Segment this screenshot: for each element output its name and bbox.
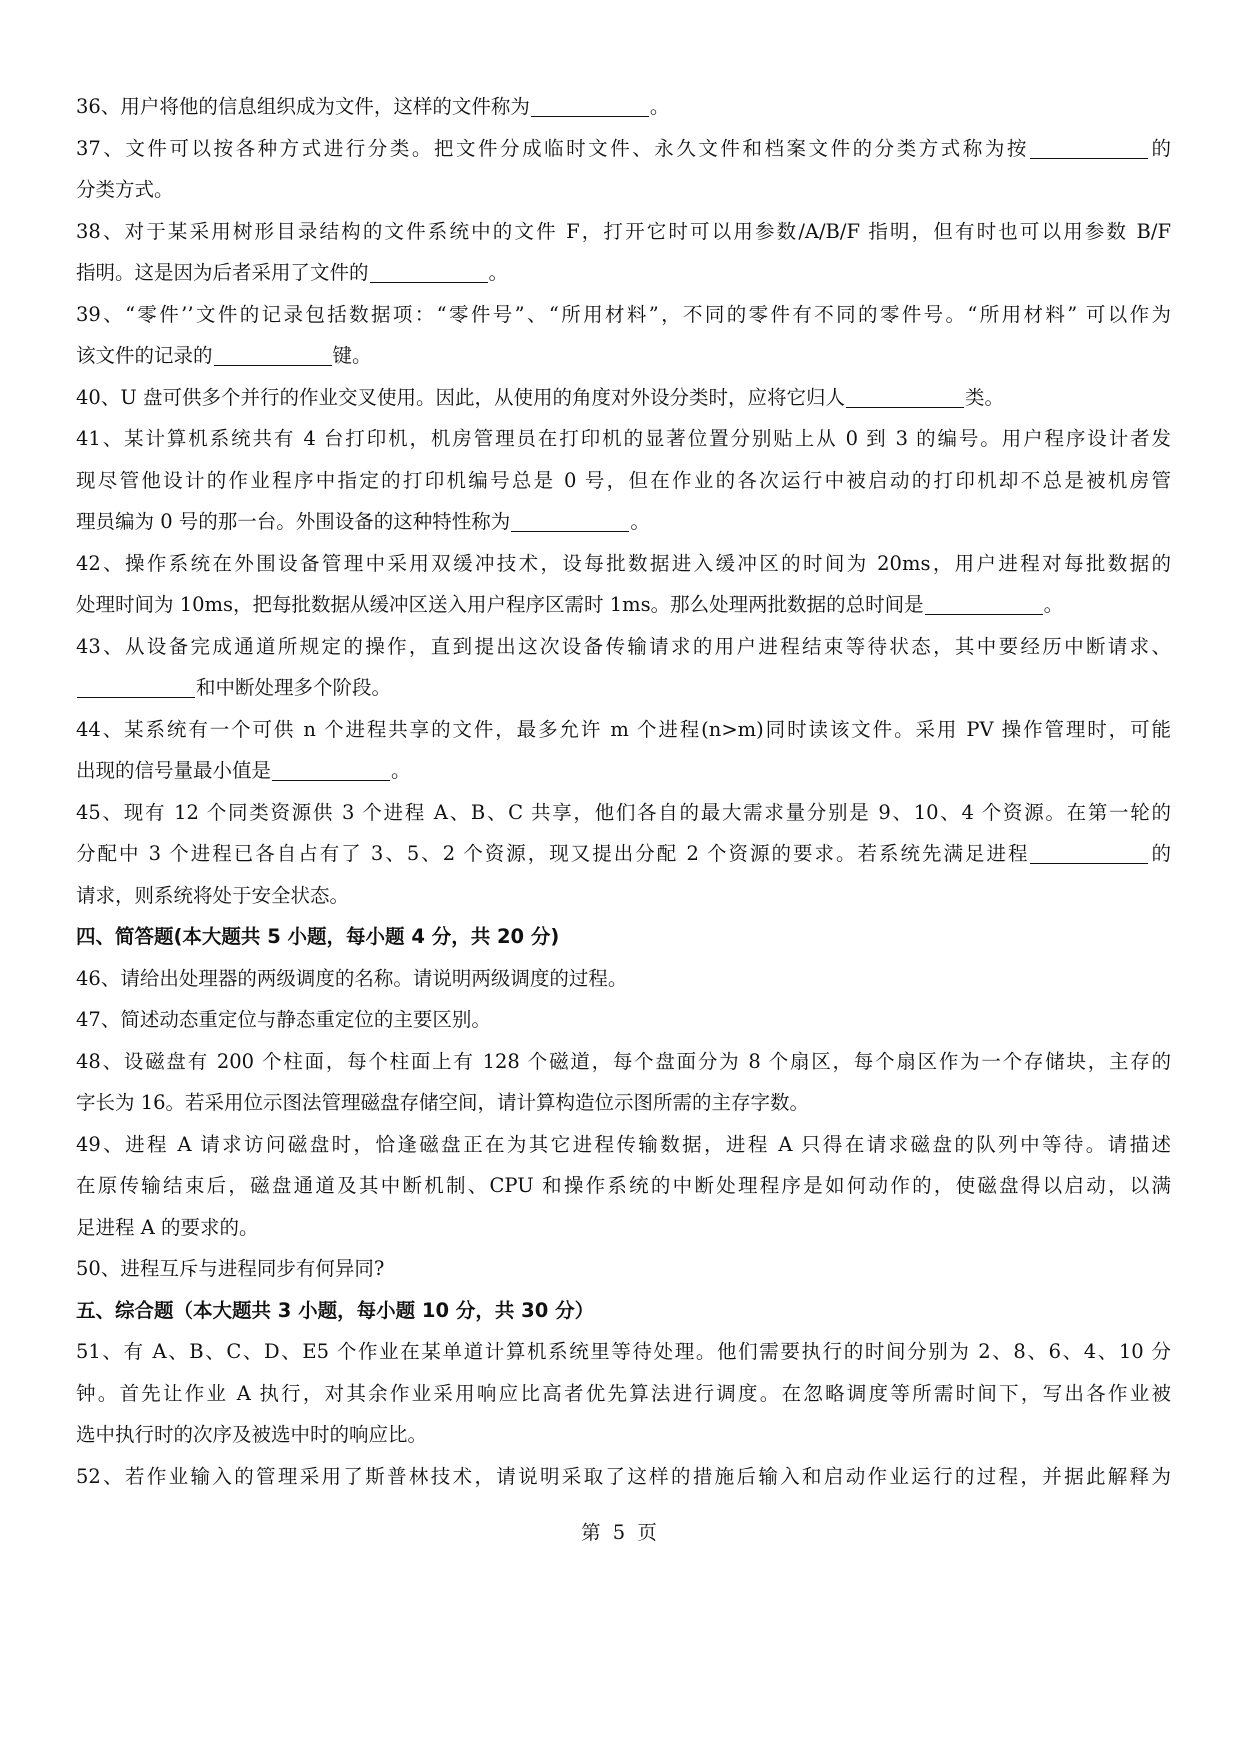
question-44: 44、某系统有一个可供 n 个进程共享的文件，最多允许 m 个进程(n>m)同时读该文件。采用 PV 操作管理时，可能 出现的信号量最小值是 。 bbox=[76, 717, 1171, 782]
answer-blank bbox=[511, 530, 629, 532]
page-number: 第 5 页 bbox=[581, 1521, 660, 1544]
answer-blank bbox=[531, 115, 649, 117]
question-47: 47、简述动态重定位与静态重定位的主要区别。 bbox=[76, 1008, 491, 1031]
question-49: 49、进程 A 请求访问磁盘时，恰逢磁盘正在为其它进程传输数据，进程 A 只得在请求磁盘的队列中等待。请描述 在原传输结束后，磁盘通道及其中断机制、CPU 和操作系统的中断处理程序是如何动作的，使磁盘得以启动，以满 足进程 A 的要求的。 bbox=[76, 1132, 1171, 1239]
answer-blank bbox=[370, 281, 488, 283]
page-content bbox=[76, 86, 1171, 1497]
answer-blank bbox=[846, 406, 964, 408]
question-50: 50、进程互斥与进程同步有何异同? bbox=[76, 1257, 385, 1280]
answer-blank bbox=[272, 779, 390, 781]
section-5-heading: 五、综合题（本大题共 3 小题，每小题 10 分，共 30 分） bbox=[76, 1298, 595, 1322]
question-37: 37、文件可以按各种方式进行分类。把文件分成临时文件、永久文件和档案文件的分类方式称为按 的 分类方式。 bbox=[76, 136, 1171, 201]
answer-blank bbox=[77, 696, 195, 698]
question-39: 39、“零件’’文件的记录包括数据项：“零件号”、“所用材料”，不同的零件有不同的零件号。“所用材料” 可以作为 该文件的记录的 键。 bbox=[76, 302, 1171, 367]
question-40: 40、U 盘可供多个并行的作业交叉使用。因此，从使用的角度对外设分类时，应将它归人 类。 bbox=[76, 385, 1004, 409]
question-42: 42、操作系统在外围设备管理中采用双缓冲技术，设每批数据进入缓冲区的时间为 20ms，用户进程对每批数据的 处理时间为 10ms，把每批数据从缓冲区送入用户程序区需时 1ms。那么处理两批数据的总时间是 。 bbox=[76, 551, 1171, 616]
question-45: 45、现有 12 个同类资源供 3 个进程 A、B、C 共享，他们各自的最大需求量分别是 9、10、4 个资源。在第一轮的 分配中 3 个进程已各自占有了 3、5、2 个资源，现又提出分配 2 个资源的要求。若系统先满足进程 的 请求，则系统将处于安全状态。 bbox=[76, 800, 1171, 907]
question-36: 36、用户将他的信息组织成为文件，这样的文件称为 。 bbox=[76, 95, 670, 118]
answer-blank bbox=[1030, 157, 1148, 159]
question-48: 48、设磁盘有 200 个柱面，每个柱面上有 128 个磁道，每个盘面分为 8 个扇区，每个扇区作为一个存储块，主存的 字长为 16。若采用位示图法管理磁盘存储空间，请计算构造位示图所需的主存字数。 bbox=[76, 1049, 1171, 1114]
answer-blank bbox=[1030, 862, 1148, 864]
question-52: 52、若作业输入的管理采用了斯普林技术，请说明采取了这样的措施后输入和启动作业运行的过程，并据此解释为 bbox=[76, 1464, 1171, 1488]
question-38: 38、对于某采用树形目录结构的文件系统中的文件 F，打开它时可以用参数/A/B/F 指明，但有时也可以用参数 B/F 指明。这是因为后者采用了文件的 。 bbox=[76, 219, 1171, 284]
question-41: 41、某计算机系统共有 4 台打印机，机房管理员在打印机的显著位置分别贴上从 0 到 3 的编号。用户程序设计者发 现尽管他设计的作业程序中指定的打印机编号总是 0 号，但在作业的各次运行中被启动的打印机却不总是被机房管 理员编为 0 号的那一台。外围设备的这种特性称为 。 bbox=[76, 427, 1171, 533]
section-4-heading: 四、简答题(本大题共 5 小题，每小题 4 分，共 20 分) bbox=[76, 925, 560, 948]
answer-blank bbox=[214, 364, 332, 366]
question-51: 51、有 A、B、C、D、E5 个作业在某单道计算机系统里等待处理。他们需要执行的时间分别为 2、8、6、4、10 分 钟。首先让作业 A 执行，对其余作业采用响应比高者优先算法进行调度。在忽略调度等所需时间下，写出各作业被 选中执行时的次序及被选中时的响应比。 bbox=[76, 1340, 1171, 1446]
answer-blank bbox=[925, 613, 1043, 615]
question-46: 46、请给出处理器的两级调度的名称。请说明两级调度的过程。 bbox=[76, 966, 628, 990]
question-43: 43、从设备完成通道所规定的操作，直到提出这次设备传输请求的用户进程结束等待状态，其中要经历中断请求、 和中断处理多个阶段。 bbox=[76, 634, 1171, 699]
